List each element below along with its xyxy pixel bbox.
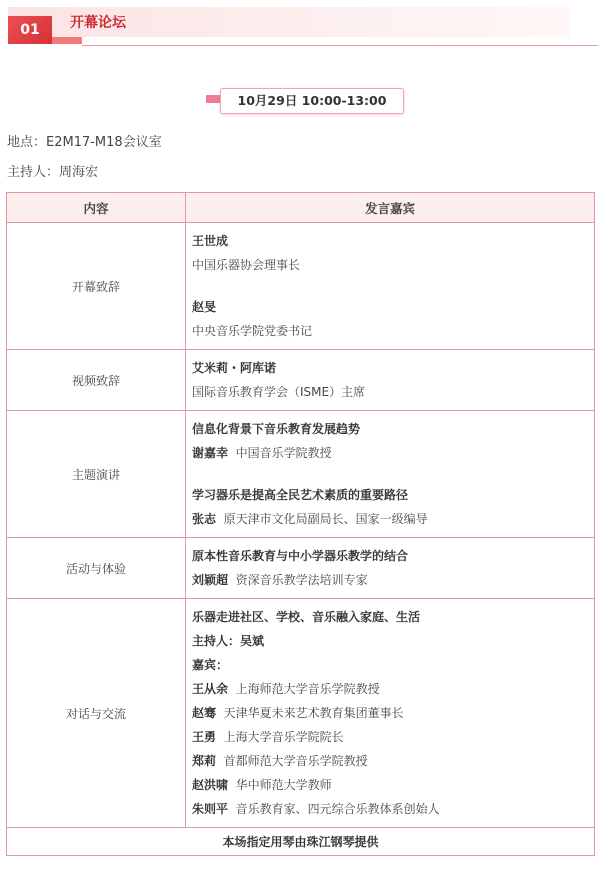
- row-content: 开幕致辞: [7, 223, 186, 350]
- speaker-name: 刘颖超: [192, 573, 229, 587]
- guest-name: 郑莉: [192, 754, 217, 768]
- date-badge: [206, 88, 404, 114]
- row-speakers: [186, 223, 595, 350]
- guest-title: 首都师范大学音乐学院教授: [223, 754, 368, 768]
- row-content: 主题演讲: [7, 411, 186, 538]
- table-footer-row: [7, 828, 595, 856]
- talk-topic: 乐器走进社区、学校、音乐融入家庭、生活: [192, 610, 421, 624]
- guest-title: 上海大学音乐学院院长: [223, 730, 344, 744]
- table-header-row: [7, 193, 595, 223]
- speaker-name: 张志: [192, 512, 217, 526]
- row-speakers: [186, 350, 595, 411]
- speaker-name: 王世成: [192, 234, 229, 248]
- speaker-title: 资深音乐教学法培训专家: [235, 573, 368, 587]
- guests-label: 嘉宾：: [192, 658, 229, 672]
- header-speakers: 发言嘉宾: [186, 193, 595, 223]
- guest-name: 王从余: [192, 682, 229, 696]
- talk-topic: 学习器乐是提高全民艺术素质的重要路径: [192, 488, 409, 502]
- host: 主持人：周海宏: [7, 165, 99, 180]
- speaker-title: 中国乐器协会理事长: [192, 258, 301, 272]
- speaker-name: 艾米莉・阿库诺: [192, 361, 277, 375]
- guest-name: 王勇: [192, 730, 217, 744]
- row-speakers: [186, 538, 595, 599]
- speaker-name: 谢嘉幸: [192, 446, 229, 460]
- section-number: 01: [8, 16, 52, 44]
- venue: 地点：E2M17-M18会议室: [7, 135, 162, 150]
- guest-title: 天津华夏未来艺术教育集团董事长: [223, 706, 404, 720]
- row-content: 对话与交流: [7, 599, 186, 828]
- piano-sponsor-note: 本场指定用琴由珠江钢琴提供: [7, 828, 595, 856]
- section-divider: [82, 45, 598, 46]
- guest-title: 华中师范大学教师: [235, 778, 332, 792]
- row-content: 视频致辞: [7, 350, 186, 411]
- schedule-table: [6, 192, 595, 856]
- moderator: 主持人：吴斌: [192, 634, 265, 648]
- section-header: [8, 7, 598, 49]
- row-speakers: [186, 411, 595, 538]
- row-content: 活动与体验: [7, 538, 186, 599]
- speaker-title: 原天津市文化局副局长、国家一级编导: [223, 512, 428, 526]
- table-row: [7, 223, 595, 350]
- row-speakers: [186, 599, 595, 828]
- table-row: [7, 350, 595, 411]
- guest-title: 上海师范大学音乐学院教授: [235, 682, 380, 696]
- section-number-accent: [52, 37, 82, 44]
- guest-name: 赵洪啸: [192, 778, 229, 792]
- guest-name: 赵骞: [192, 706, 217, 720]
- talk-topic: 信息化背景下音乐教育发展趋势: [192, 422, 361, 436]
- speaker-title: 中国音乐学院教授: [235, 446, 332, 460]
- guest-title: 音乐教育家、四元综合乐教体系创始人: [235, 802, 440, 816]
- guest-name: 朱则平: [192, 802, 229, 816]
- date-time: 10月29日 10:00-13:00: [220, 88, 404, 114]
- talk-topic: 原本性音乐教育与中小学器乐教学的结合: [192, 549, 409, 563]
- section-title: 开幕论坛: [70, 15, 126, 31]
- speaker-title: 中央音乐学院党委书记: [192, 324, 313, 338]
- header-content: 内容: [7, 193, 186, 223]
- speaker-name: 赵旻: [192, 300, 217, 314]
- table-row: [7, 538, 595, 599]
- table-row: [7, 411, 595, 538]
- speaker-title: 国际音乐教育学会（ISME）主席: [192, 385, 366, 399]
- table-row: [7, 599, 595, 828]
